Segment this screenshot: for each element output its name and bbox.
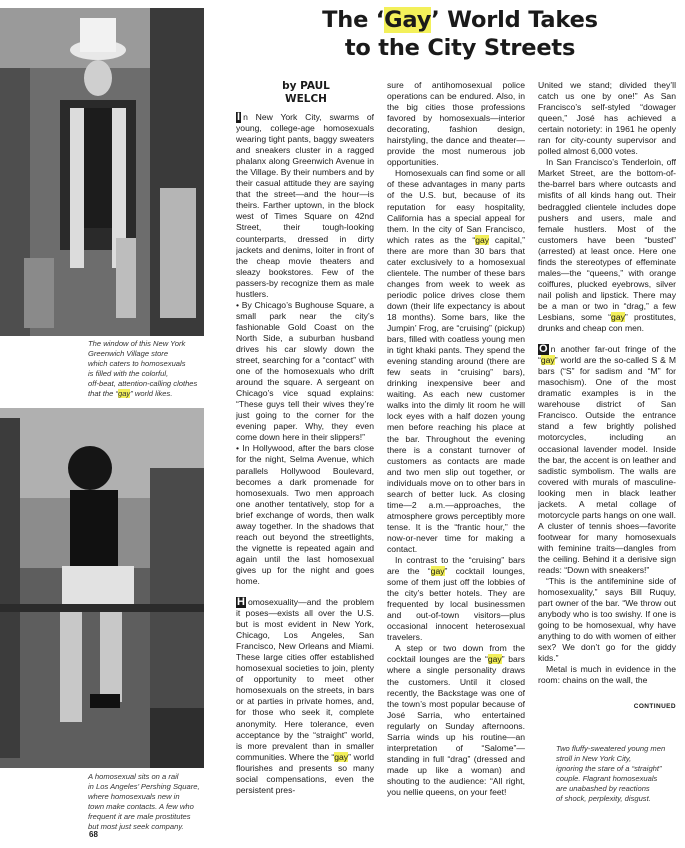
photo-caption-right: Two fluffy-sweatered young men stroll in New York City, ignoring the stare of a “straight” couple. Flagrant homosexuals are unabashed by reactions of shock, perplexity, disgust. xyxy=(556,744,666,803)
column2-paragraph-1: sure of antihomosexual police operations can be endured. Also, in the big cities those professions favored by homosexuals—interior decorating, fashion design, hairstyling, the dance and theater—provide the most numerous job opportunities. xyxy=(387,80,525,168)
column2-paragraph-2: Homosexuals can find some or all of these advantages in many parts of the U.S. but, because of its reputation for easy hospitality, California has a special appeal for them. In the city of San Francisco, which rates as the “gay capital,” there are more than 30 bars that cater exclusively to a homosexual clientele. The number of these bars changes from week to week as periodic police drives close them down (their life expectancy is about 18 months). Some bars, like the Jumpin’ Frog, are “cruising” (pickup) bars, filled with coatless young men in tight khaki pants. They spend the evening standing around (there are few seats in “cruising” bars), drinking inexpensive beer and waiting. As each new customer walks into the dimly lit room he will lock eyes with a half dozen young men before reaching his place at the bar. Throughout the evening there is a constant turnover of customers as contacts are made and two men slip out together, or individuals move on to other bars in search of better luck. As closing time—2 a.m.—approaches, the atmosphere grows perceptibly more tense. It is the “frantic hour,” the now-or-never time for making a contact. xyxy=(387,168,525,554)
photo-caption-top: The window of this New York Greenwich Village store which caters to homosexuals is filled with the colorful, off-beat, attention-calling clothes that the “gay” world likes. xyxy=(88,339,198,398)
photo-store-window xyxy=(0,8,204,336)
column3-paragraph-1: United we stand; divided they’ll catch us one by one!” As San Francisco’s self-styled “dowager queen,” José has achieved a certain notoriety: in 1961 he openly ran for city-county supervisor and polled almost 6,000 votes. xyxy=(538,80,676,157)
column1-paragraph-3: • In Hollywood, after the bars close for the night, Selma Avenue, which parallels Hollywood Boulevard, becomes a dark promenade for homosexuals. Two men approach one another tentatively, stop for a brief exchange of words, then walk away together. In the shadows that reach out beyond the streetlights, the vignette is repeated again and again until the last homosexual gives up for the night and goes home. xyxy=(236,443,374,586)
column3-paragraph-5: Metal is much in evidence in the room: chains on the wall, the xyxy=(538,664,676,686)
article-column-3 xyxy=(538,80,676,705)
photo-caption-bottom: A homosexual sits on a rail in Los Angeles’ Pershing Square, where homosexuals new in town make contacts. A few who frequent it are male prostitutes but most just seek company. xyxy=(88,772,200,831)
photo-pershing-square xyxy=(0,408,204,768)
column3-paragraph-2: In San Francisco’s Tenderloin, off Market Street, are the bottom-of-the-barrel bars where outcasts and misfits of all kinds hang out. Their bedraggled clientele includes dope pushers and users, male and female hustlers. Most of the customers have been “busted” (arrested) at least once. Here one finds the stereotypes of effeminate males—the “queens,” with orange coiffures, plucked eyebrows, silver nail polish and lipstick. There may be a man or two in “drag,” a few Lesbians, some “gay” prostitutes, drunks and cheap con men. xyxy=(538,157,676,334)
drop-cap: H xyxy=(237,596,245,609)
article-column-1 xyxy=(236,112,374,836)
column3-paragraph-4: “This is the antifeminine side of homosexuality,” says Bill Ruquy, part owner of the bar. “We throw out anybody who is too swishy. If one is going to be homosexual, why have anything to do with women of either sex? We don’t go for the giddy kids.” xyxy=(538,576,676,664)
column2-paragraph-4: A step or two down from the cocktail lounges are the “gay” bars where a single personality draws the customers. Until it closed recently, the Backstage was one of the town’s most popular because of José Sarria, who entertained regularly on Sunday afternoons. Sarria winds up his routine—an interpretation of “Salome”—standing in full “drag” (dressed and made up like a woman) and shouting to the audience: “All right, you nellie queens, on your feet! xyxy=(387,643,525,797)
drop-cap: I xyxy=(237,112,241,123)
store-window-image xyxy=(0,8,204,336)
continued-label: CONTINUED xyxy=(633,703,676,710)
page-number: 68 xyxy=(89,830,98,839)
headline xyxy=(240,6,680,62)
pershing-square-image xyxy=(0,408,204,768)
column2-paragraph-3: In contrast to the “cruising” bars are the “gay” cocktail lounges, some of them just off the lobbies of the city’s better hotels. They are frequented by local businessmen and out-of-town visitors—plus occasional innocent heterosexual travelers. xyxy=(387,555,525,643)
column1-paragraph-4: H omosexuality—and the problem it poses—exists all over the U.S. but is most evident in New York, Chicago, Los Angeles, San Francisco, New Orleans and Miami. These large cities offer established homosexual societies to join, plenty of opportunity to meet other homosexuals on the streets, in bars or at parties in private homes, and, for those who seek it, complete anonymity. Here tolerance, even acceptance by the “straight” world, is more prevalent than in smaller communities. Where the “gay” world flourishes and presents so many social compensations, even the persistent pres- xyxy=(236,596,374,795)
column1-paragraph-2: • By Chicago’s Bughouse Square, a small park near the city’s fashionable Gold Coast on the North Side, a suburban husband drives his car slowly down the street, searching for a “contact” with one of the homosexuals who drift around the square. A sergeant on Chicago’s vice squad explains: “These guys tell their wives they’re just going to the corner for the evening paper. Why, they even come down here in their slippers!” xyxy=(236,299,374,443)
headline-line-2: to the City Streets xyxy=(344,35,576,61)
column3-paragraph-3: O n another far-out fringe of the “gay” world are the so-called S & M bars (“S” for sadism and “M” for masochism). One of the most dramatic examples is in the warehouse district of San Francisco. Outside the entrance stand a few brightly polished motorcycles, including an occasional lavender model. Inside the bar, the accent is on leather and sadistic symbolism. The walls are covered with murals of masculine-looking men in black leather jackets. A metal collage of motorcycle parts hangs on one wall. A cluster of tennis shoes—favorite footwear for many homosexuals with feminine traits—dangles from the ceiling. Behind it a derisive sign reads: “Down with sneakers!” xyxy=(538,343,676,576)
byline: by PAUL WELCH xyxy=(282,80,330,105)
drop-cap: O xyxy=(539,343,548,356)
column1-paragraph-1: I n New York City, swarms of young, college-age homosexuals wearing tight pants, baggy sweaters and sneakers cluster in a ragged phalanx along Greenwich Avenue in the Village. By their numbers and by their casual attitude they are saying that the street—and the hour—is theirs. Farther uptown, in the block west of Times Square on 42nd Street, their tough-looking counterparts, dressed in dirty jackets and denims, loiter in front of the cheap movie theaters and sleazy bookstores. Few of the passers-by recognize them as male hustlers. xyxy=(236,112,374,299)
headline-line-1: The ‘Gay’ World Takes xyxy=(322,7,598,33)
article-column-2 xyxy=(387,80,525,844)
headline-highlight: Gay xyxy=(384,7,432,33)
